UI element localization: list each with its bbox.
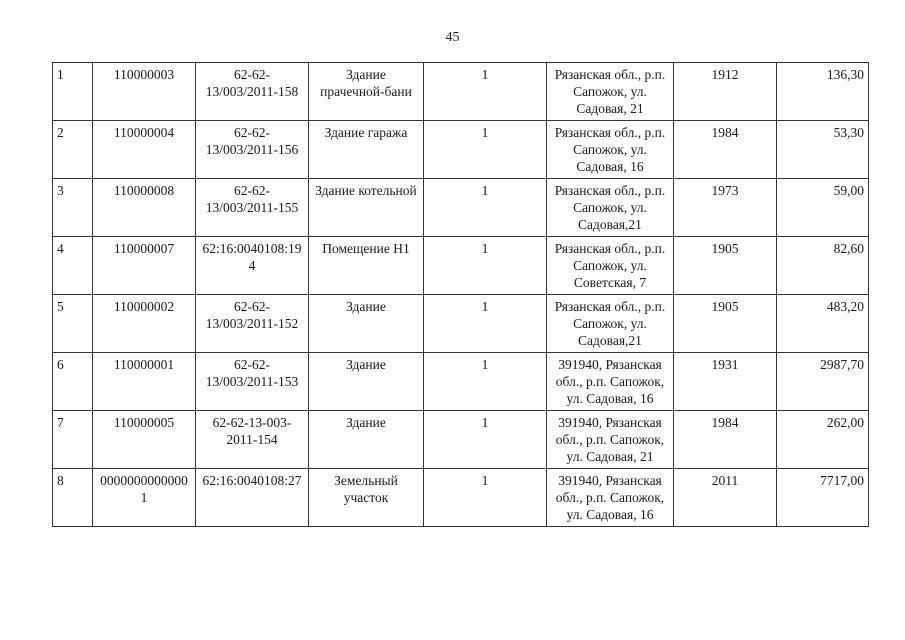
year-cell: 1931: [674, 353, 777, 411]
area-cell: 2987,70: [777, 353, 869, 411]
table-row: [53, 469, 869, 527]
row-number-cell: 3: [53, 179, 93, 237]
quantity-cell: 1: [424, 353, 547, 411]
object-name-cell: Здание: [309, 295, 424, 353]
table-row: [53, 63, 869, 121]
inventory-number-cell: 110000003: [93, 63, 196, 121]
cadastral-number-cell: 62-62-13/003/2011-156: [196, 121, 309, 179]
address-cell: Рязанская обл., р.п. Сапожок, ул. Садовая, 21: [547, 63, 674, 121]
address-cell: Рязанская обл., р.п. Сапожок, ул. Садовая,21: [547, 179, 674, 237]
cadastral-number-cell: 62-62-13-003-2011-154: [196, 411, 309, 469]
table-row: [53, 411, 869, 469]
page-number: 45: [445, 30, 460, 45]
property-registry-table: [52, 62, 869, 527]
area-cell: 483,20: [777, 295, 869, 353]
inventory-number-cell: 00000000000001: [93, 469, 196, 527]
row-number-cell: 2: [53, 121, 93, 179]
row-number-cell: 6: [53, 353, 93, 411]
area-cell: 59,00: [777, 179, 869, 237]
address-cell: Рязанская обл., р.п. Сапожок, ул. Садовая, 16: [547, 121, 674, 179]
address-cell: 391940, Рязанская обл., р.п. Сапожок, ул. Садовая, 16: [547, 353, 674, 411]
year-cell: 1905: [674, 295, 777, 353]
object-name-cell: Помещение Н1: [309, 237, 424, 295]
row-number-cell: 5: [53, 295, 93, 353]
inventory-number-cell: 110000001: [93, 353, 196, 411]
address-cell: Рязанская обл., р.п. Сапожок, ул. Советская, 7: [547, 237, 674, 295]
cadastral-number-cell: 62:16:0040108:194: [196, 237, 309, 295]
cadastral-number-cell: 62-62-13/003/2011-153: [196, 353, 309, 411]
quantity-cell: 1: [424, 295, 547, 353]
object-name-cell: Здание прачечной-бани: [309, 63, 424, 121]
table-row: [53, 179, 869, 237]
object-name-cell: Здание гаража: [309, 121, 424, 179]
year-cell: 1984: [674, 411, 777, 469]
year-cell: 2011: [674, 469, 777, 527]
object-name-cell: Здание: [309, 411, 424, 469]
inventory-number-cell: 110000002: [93, 295, 196, 353]
cadastral-number-cell: 62-62-13/003/2011-152: [196, 295, 309, 353]
area-cell: 262,00: [777, 411, 869, 469]
quantity-cell: 1: [424, 469, 547, 527]
quantity-cell: 1: [424, 63, 547, 121]
inventory-number-cell: 110000005: [93, 411, 196, 469]
year-cell: 1905: [674, 237, 777, 295]
cadastral-number-cell: 62:16:0040108:27: [196, 469, 309, 527]
row-number-cell: 1: [53, 63, 93, 121]
area-cell: 136,30: [777, 63, 869, 121]
year-cell: 1912: [674, 63, 777, 121]
table-row: [53, 295, 869, 353]
inventory-number-cell: 110000008: [93, 179, 196, 237]
address-cell: Рязанская обл., р.п. Сапожок, ул. Садовая,21: [547, 295, 674, 353]
address-cell: 391940, Рязанская обл., р.п. Сапожок, ул. Садовая, 21: [547, 411, 674, 469]
table-row: [53, 121, 869, 179]
row-number-cell: 4: [53, 237, 93, 295]
object-name-cell: Земельный участок: [309, 469, 424, 527]
quantity-cell: 1: [424, 121, 547, 179]
object-name-cell: Здание: [309, 353, 424, 411]
year-cell: 1984: [674, 121, 777, 179]
area-cell: 7717,00: [777, 469, 869, 527]
address-cell: 391940, Рязанская обл., р.п. Сапожок, ул. Садовая, 16: [547, 469, 674, 527]
table-row: [53, 353, 869, 411]
row-number-cell: 8: [53, 469, 93, 527]
cadastral-number-cell: 62-62-13/003/2011-158: [196, 63, 309, 121]
object-name-cell: Здание котельной: [309, 179, 424, 237]
quantity-cell: 1: [424, 411, 547, 469]
inventory-number-cell: 110000004: [93, 121, 196, 179]
row-number-cell: 7: [53, 411, 93, 469]
quantity-cell: 1: [424, 179, 547, 237]
area-cell: 82,60: [777, 237, 869, 295]
area-cell: 53,30: [777, 121, 869, 179]
table-row: [53, 237, 869, 295]
year-cell: 1973: [674, 179, 777, 237]
cadastral-number-cell: 62-62-13/003/2011-155: [196, 179, 309, 237]
quantity-cell: 1: [424, 237, 547, 295]
inventory-number-cell: 110000007: [93, 237, 196, 295]
